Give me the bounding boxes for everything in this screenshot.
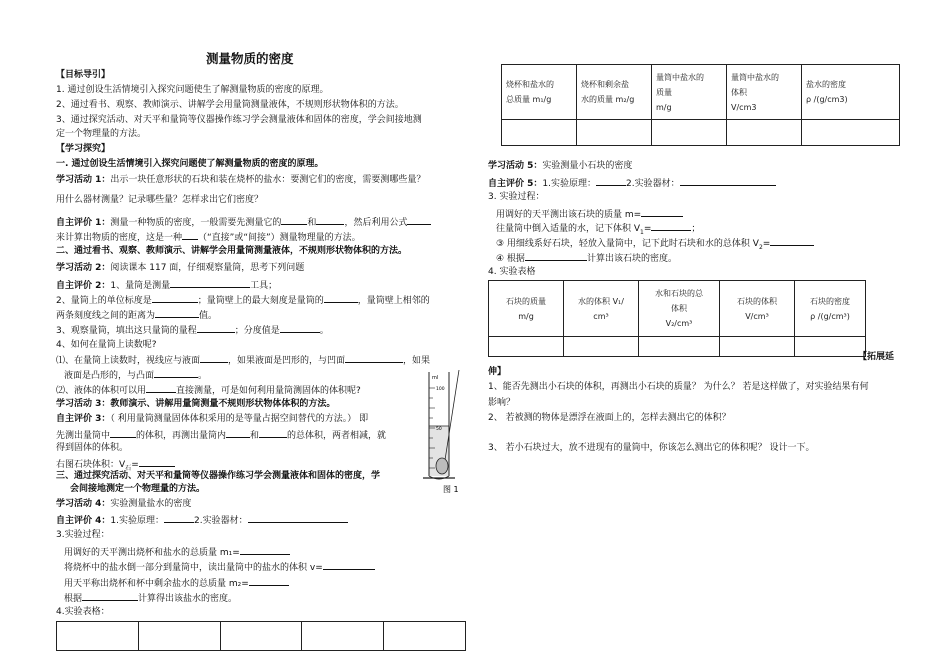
cell-line: 石块的密度 [810,296,850,306]
blank[interactable] [146,383,176,393]
activity-4-label: 学习活动 4： [56,499,111,509]
table-cell[interactable] [489,337,564,357]
q4-2-text-b: 直接测量，可是如何利用量筒测固体的体积呢? [176,386,361,396]
blank[interactable] [82,591,138,601]
question-4-1-line2 [64,368,207,382]
blank[interactable] [281,215,307,225]
cell-line: V₂/cm³ [665,319,693,328]
extension-header-line2: 伸】 [488,367,507,377]
cell-line: 水和石块的总 [655,289,703,298]
table-cell[interactable] [727,120,802,146]
goal-2: 2、通过看书、观察、教师演示、讲解学会用量筒测量液体，不规则形状物体积的方法。 [56,100,404,110]
q2-text-b: ；量筒壁上的最大刻度是量筒的 [197,296,324,306]
evaluation-5-label: 自主评价 5： [488,179,543,189]
activity-2 [56,262,304,274]
table-cell[interactable] [639,337,720,357]
figure-caption: 图 1 [443,485,459,494]
procedure-3 [64,576,289,590]
table-header-cell [727,65,802,120]
blank[interactable] [407,215,431,225]
section-3-heading: 三、通过探究活动、对天平和量筒等仪器操作练习学会测量液体和固体的密度，学 [56,471,381,481]
stone-procedure-3-sub: 2 [758,243,763,251]
question-4-2 [56,383,361,397]
blank[interactable] [240,545,290,555]
activity-1 [56,174,425,186]
section-2-heading: 二、通过看书、观察、教师演示、讲解学会用量筒测量液体，不规则形状物体积的方法。 [56,246,408,256]
extension-question-2: 2、 若被测的物体是漂浮在液面上的，怎样去测出它的体积？ [488,413,731,423]
goal-3b: 定一个物理量的方法。 [56,129,147,139]
table-cell[interactable] [795,337,866,357]
section-1-heading: 一. 通过创设生活情境引入探究问题使了解测量物质的密度的原理。 [56,159,324,169]
evaluation-3-label: 自主评价 3： [56,414,111,424]
stone-procedure-2-sub: 1 [640,228,644,236]
cell-line: 水的质量 m₂/g [581,95,635,104]
blank[interactable] [248,513,348,523]
activity-3-text: 教师演示、讲解用量筒测量不规则形状物体体积的方法。 [110,399,336,409]
evaluation-3-line3: 得到固体的体积。 [56,443,129,453]
procedure-header: 3.实验过程： [56,530,110,540]
table-header-cell [639,281,720,337]
cell-line: m/g [518,311,534,321]
q4-1-text-e: 。 [198,371,208,381]
table-row [489,337,866,357]
procedure-2-text: 将烧杯中的盐水倒一部分到量筒中，读出量筒中的盐水的体积 v= [64,563,323,573]
evaluation-5-mid: 2.实验器材： [626,179,680,189]
evaluation-5-text: 1.实验原理： [542,179,596,189]
cell-line: 量筒中盐水的 [731,72,779,82]
scale-unit: ml [432,375,439,381]
blank[interactable] [170,278,250,288]
blank[interactable] [770,236,814,246]
stone-procedure-4-text-b: 计算出该石块的密度。 [586,254,677,264]
q3-text-a: 3、观察量筒，填出这只量筒的量程 [56,326,197,336]
evaluation-1 [56,215,431,229]
stone-volume-eq: = [131,460,139,470]
blank[interactable] [680,176,776,186]
scale-label: 100 [436,387,445,392]
eval3-text-1: 先测出量筒中 [56,431,111,441]
procedure-1 [64,545,290,559]
cell-line: m/g [656,102,672,112]
goal-header: 【目标导引】 [56,70,111,80]
q4-1-text-b: ，如果液面是凹形的，与凹面 [228,356,346,366]
cell-line: 盐水的密度 [806,80,846,89]
evaluation-1b-pre: 来计算出物质的密度，这是一种 [56,233,183,243]
eval3-text-4: 的总体积，两者相减，就 [287,431,387,441]
q3-text-c: 。 [319,326,329,336]
stone-procedure-3-eq: = [762,239,771,249]
q2-text-d: 两条刻度线之间的距离为 [56,311,156,321]
cell-line: 体积 [731,87,747,97]
blank[interactable] [323,560,375,570]
table-header-cell [489,281,564,337]
graduated-cylinder-figure [415,368,467,498]
q3-text-b: ；分度值是 [234,326,280,336]
blank[interactable] [139,457,175,467]
activity-3 [56,398,335,410]
question-2-line2 [56,308,217,322]
cell-line: 石块的体积 [737,296,777,306]
table-header-cell [577,65,652,120]
blank[interactable] [324,293,358,303]
table-header-cell [564,281,639,337]
evaluation-1-then: ，然后利用公式 [344,218,408,228]
activity-2-label: 学习活动 2： [56,263,111,273]
stone-procedure-2-text: 往量筒中倒入适量的水，记下体积 V [496,224,641,234]
eval3-text-3: 和 [250,431,260,441]
table-header-cell [795,281,866,337]
evaluation-3-line2 [56,428,386,442]
cell-line: 质量 [656,87,672,97]
q2-text-a: 2、量筒上的单位标度是 [56,296,152,306]
table-cell[interactable] [138,622,220,651]
table-cell[interactable] [302,622,384,651]
question-4: 4、如何在量筒上读数呢? [56,340,157,350]
study-header: 【学习探究】 [56,144,111,154]
stone-procedure-2-end: ； [691,224,701,234]
table-cell[interactable] [802,120,900,146]
goal-1: 1. 通过创设生活情境引入探究问题使生了解测量物质的密度的原理。 [56,85,329,95]
blank[interactable] [200,353,228,363]
table-header-left: 4.实验表格： [56,607,110,617]
q4-1-text-c: ，如果 [403,356,431,366]
procedure-header-right: 3. 实验过程： [488,192,545,202]
cell-line: 量筒中盐水的 [656,72,704,82]
table-header-cell [720,281,795,337]
table-row [57,622,466,651]
stone-density-table [488,280,866,357]
blank[interactable] [259,428,287,438]
q2-text-e: 值。 [199,311,218,321]
stone-procedure-3-text: ③ 用细线系好石块，轻放入量筒中，记下此时石块和水的总体积 V [496,239,759,249]
evaluation-2-text: 1、量筒是测量 [110,281,171,291]
activity-1-label: 学习活动 1： [56,175,111,185]
blank[interactable] [641,207,683,217]
extension-question-3: 3、 若小石块过大，放不进现有的量筒中，你该怎么测出它的体积呢？ 设计一下。 [488,443,815,453]
blank[interactable] [164,513,194,523]
activity-1-text: 出示一块任意形状的石块和装在烧杯的盐水：要测它们的密度，需要测哪些量？ [110,175,426,185]
blank[interactable] [154,368,198,378]
table-header-cell [652,65,727,120]
salt-water-table [501,64,900,146]
thread-line [445,370,459,460]
blank[interactable] [280,323,320,333]
evaluation-3 [56,413,368,425]
blank[interactable] [345,353,403,363]
tools-question: 用什么器材测量？记录哪些量？怎样求出它们密度？ [56,195,264,205]
section-3-heading-line2: 会间接地测定一个物理量的方法。 [70,484,206,494]
evaluation-1-line2 [56,230,361,244]
activity-2-text: 阅读课本 117 面，仔细观察量筒，思考下列问题 [110,263,305,273]
activity-5-label: 学习活动 5： [488,161,543,171]
evaluation-2-tool: 工具； [250,281,278,291]
procedure-4-text-b: 计算得出该盐水的密度。 [138,594,238,604]
table-cell[interactable] [220,622,302,651]
blank[interactable] [525,251,587,261]
procedure-2 [64,560,375,574]
table-cell[interactable] [720,337,795,357]
table-row [502,120,900,146]
table-cell[interactable] [652,120,727,146]
evaluation-1b-post: （“直接”或“间接”）测量物理量的方法。 [198,233,361,243]
activity-3-label: 学习活动 3： [56,399,111,409]
cell-line: 石块的质量 [506,296,546,306]
evaluation-1-text: 测量一种物质的密度，一般需要先测量它的 [110,218,282,228]
q2-text-c: ，量筒壁上相邻的 [357,296,430,306]
blank[interactable] [651,221,691,231]
stone-procedure-4-text-a: ④ 根据 [496,254,525,264]
cell-line: 体积 [671,304,687,313]
stone-procedure-1 [496,207,683,221]
blank[interactable] [226,428,250,438]
evaluation-4-mid: 2.实验器材： [194,516,248,526]
table-cell[interactable] [384,622,466,651]
evaluation-2-label: 自主评价 2： [56,281,111,291]
evaluation-4 [56,513,348,527]
procedure-1-text: 用调好的天平测出烧杯和盐水的总质量 m₁= [64,548,240,558]
blank[interactable] [110,428,136,438]
table-header-right: 4. 实验表格 [488,267,536,277]
evaluation-4-text: 1.实验原理： [110,516,164,526]
evaluation-1-and: 和 [307,218,317,228]
question-2 [56,293,430,307]
scale-label: 50 [436,427,442,432]
cell-line: V/cm3 [731,102,757,112]
evaluation-5 [488,176,776,190]
extension-question-1-line2: 影响？ [488,398,516,408]
cell-line: V/cm³ [745,311,769,321]
table-header-row [502,65,900,120]
stone-volume-text: 右图石块体积：V [56,460,126,470]
blank[interactable] [316,215,344,225]
table-header-row [489,281,866,337]
table-cell[interactable] [577,120,652,146]
procedure-4 [64,591,237,605]
extension-question-1: 1、能否先测出小石块的体积，再测出小石块的质量？ 为什么？ 若是这样做了，对实验结果有何 [488,382,869,392]
evaluation-1-label: 自主评价 1： [56,218,111,228]
blank[interactable] [155,308,199,318]
q4-2-text-a: ⑵、液体的体积可以用 [56,386,147,396]
evaluation-4-label: 自主评价 4： [56,516,111,526]
activity-4-text: 实验测量盐水的密度 [110,499,192,509]
q4-1-text-a: ⑴、在量筒上读数时，视线应与液面 [56,356,201,366]
stone-procedure-4 [496,251,677,265]
cell-line: 烧杯和剩余盐 [581,80,629,89]
stone-volume-sub: 石 [125,464,132,472]
blank[interactable] [152,293,198,303]
cell-line: cm³ [593,311,609,321]
blank[interactable] [596,176,626,186]
table-cell[interactable] [564,337,639,357]
eval3-text-2: 的体积，再测出量筒内 [136,431,227,441]
procedure-4-text-a: 根据 [64,594,83,604]
evaluation-3-text: （ 利用量筒测量固体体积采用的是等量占据空间替代的方法。） 即 [110,414,369,424]
stone-procedure-1-text: 用调好的天平测出该石块的质量 m= [496,210,642,220]
activity-5-text: 实验测量小石块的密度 [542,161,633,171]
stone-shape [436,458,448,474]
evaluation-2 [56,278,277,292]
cell-line: ρ /(g/cm³) [810,311,850,321]
question-3 [56,323,329,337]
activity-5 [488,160,632,172]
page-title: 测量物质的密度 [206,51,294,66]
salt-water-table-left [56,621,466,651]
blank[interactable] [197,323,235,333]
activity-4 [56,498,191,510]
cell-line: 烧杯和盐水的 [506,80,554,89]
table-cell[interactable] [502,120,577,146]
blank[interactable] [249,576,289,586]
procedure-3-text: 用天平称出烧杯和杯中剩余盐水的总质量 m₂= [64,579,249,589]
table-cell[interactable] [57,622,139,651]
cell-line: 水的体积 V₁/ [578,296,624,306]
extension-header: 【拓展延 [858,352,895,362]
q4-1-text-d: 液面是凸形的，与凸面 [64,371,155,381]
table-header-cell [502,65,577,120]
stone-procedure-2-eq: = [643,224,652,234]
table-header-cell [802,65,900,120]
cell-line: 总质量 m₁/g [506,95,552,104]
blank[interactable] [182,230,198,240]
goal-3a: 3、通过探究活动、对天平和量筒等仪器操作练习学会测量液体和固体的密度，学会间接地测 [56,115,422,125]
cell-line: ρ /(g/cm3) [806,95,848,104]
question-4-1 [56,353,430,367]
